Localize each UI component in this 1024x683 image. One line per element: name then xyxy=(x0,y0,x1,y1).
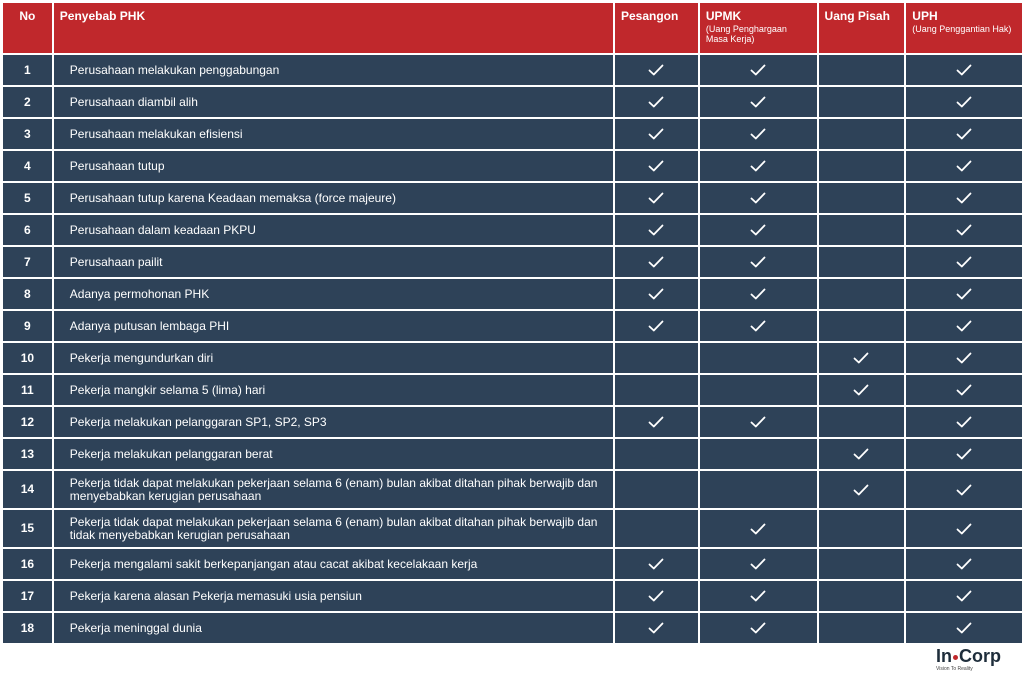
row-number: 10 xyxy=(3,343,52,373)
check-icon xyxy=(956,64,972,76)
cell-pesangon xyxy=(615,549,698,579)
table-row xyxy=(3,55,1022,85)
check-icon xyxy=(648,96,664,108)
row-cause: Adanya permohonan PHK xyxy=(54,279,613,309)
cell-uph xyxy=(906,439,1022,469)
cell-pesangon xyxy=(615,407,698,437)
cell-upmk xyxy=(700,279,817,309)
check-icon xyxy=(956,96,972,108)
cell-upmk xyxy=(700,471,817,508)
check-icon xyxy=(956,192,972,204)
row-number: 12 xyxy=(3,407,52,437)
cell-uang-pisah xyxy=(819,183,905,213)
check-icon xyxy=(853,384,869,396)
row-number: 4 xyxy=(3,151,52,181)
cell-uang-pisah xyxy=(819,549,905,579)
row-cause: Perusahaan melakukan penggabungan xyxy=(54,55,613,85)
check-icon xyxy=(956,523,972,535)
row-number: 14 xyxy=(3,471,52,508)
check-icon xyxy=(750,64,766,76)
cell-uph xyxy=(906,581,1022,611)
check-icon xyxy=(750,224,766,236)
cell-uph xyxy=(906,375,1022,405)
row-cause: Pekerja mengalami sakit berkepanjangan atau cacat akibat kecelakaan kerja xyxy=(54,549,613,579)
check-icon xyxy=(956,590,972,602)
cell-pesangon xyxy=(615,87,698,117)
header-pesangon: Pesangon xyxy=(615,3,698,53)
table-row xyxy=(3,613,1022,643)
logo-text-right: Corp xyxy=(959,646,1001,666)
cell-upmk xyxy=(700,613,817,643)
cell-upmk xyxy=(700,55,817,85)
row-number: 11 xyxy=(3,375,52,405)
row-cause: Pekerja melakukan pelanggaran berat xyxy=(54,439,613,469)
cell-pesangon xyxy=(615,375,698,405)
check-icon xyxy=(956,352,972,364)
header-uph xyxy=(906,3,1022,53)
check-icon xyxy=(750,622,766,634)
row-cause: Perusahaan tutup karena Keadaan memaksa (force majeure) xyxy=(54,183,613,213)
check-icon xyxy=(956,448,972,460)
row-number: 3 xyxy=(3,119,52,149)
cell-upmk xyxy=(700,183,817,213)
cell-upmk xyxy=(700,87,817,117)
header-upmk xyxy=(700,3,817,53)
check-icon xyxy=(648,558,664,570)
cell-uph xyxy=(906,87,1022,117)
cell-pesangon xyxy=(615,119,698,149)
cell-uang-pisah xyxy=(819,55,905,85)
cell-uph xyxy=(906,183,1022,213)
check-icon xyxy=(750,128,766,140)
check-icon xyxy=(648,288,664,300)
cell-uang-pisah xyxy=(819,471,905,508)
cell-uang-pisah xyxy=(819,375,905,405)
check-icon xyxy=(750,96,766,108)
row-number: 13 xyxy=(3,439,52,469)
row-cause: Pekerja mengundurkan diri xyxy=(54,343,613,373)
check-icon xyxy=(750,288,766,300)
table-row xyxy=(3,549,1022,579)
check-icon xyxy=(648,416,664,428)
table-row xyxy=(3,279,1022,309)
row-cause: Pekerja tidak dapat melakukan pekerjaan selama 6 (enam) bulan akibat ditahan pihak berwajib dan menyebabkan kerugian perusahaan xyxy=(54,471,613,508)
check-icon xyxy=(750,192,766,204)
logo-dot-icon xyxy=(953,655,958,660)
row-number: 17 xyxy=(3,581,52,611)
header-no: No xyxy=(3,3,52,53)
cell-upmk xyxy=(700,581,817,611)
cell-upmk xyxy=(700,311,817,341)
table-row xyxy=(3,87,1022,117)
cell-uang-pisah xyxy=(819,613,905,643)
cell-pesangon xyxy=(615,613,698,643)
cell-uph xyxy=(906,215,1022,245)
header-cause: Penyebab PHK xyxy=(54,3,613,53)
check-icon xyxy=(648,192,664,204)
logo-tagline: Vision To Reality xyxy=(936,666,973,672)
row-number: 5 xyxy=(3,183,52,213)
check-icon xyxy=(956,160,972,172)
table-row xyxy=(3,183,1022,213)
row-cause: Pekerja tidak dapat melakukan pekerjaan selama 6 (enam) bulan akibat ditahan pihak berwajib dan tidak menyebabkan kerugian perusahaan xyxy=(54,510,613,547)
row-cause: Pekerja mangkir selama 5 (lima) hari xyxy=(54,375,613,405)
check-icon xyxy=(648,320,664,332)
cell-pesangon xyxy=(615,439,698,469)
table-row xyxy=(3,119,1022,149)
row-cause: Perusahaan dalam keadaan PKPU xyxy=(54,215,613,245)
header-uph-title: UPH xyxy=(912,9,938,23)
table-row xyxy=(3,471,1022,508)
cell-pesangon xyxy=(615,471,698,508)
check-icon xyxy=(648,64,664,76)
table-row xyxy=(3,151,1022,181)
cell-upmk xyxy=(700,375,817,405)
row-cause: Perusahaan tutup xyxy=(54,151,613,181)
table-row xyxy=(3,407,1022,437)
cell-uph xyxy=(906,471,1022,508)
cell-upmk xyxy=(700,215,817,245)
row-number: 15 xyxy=(3,510,52,547)
header-upmk-subtitle: (Uang Penghargaan Masa Kerja) xyxy=(705,24,787,44)
check-icon xyxy=(956,622,972,634)
cell-uph xyxy=(906,279,1022,309)
row-number: 18 xyxy=(3,613,52,643)
check-icon xyxy=(853,484,869,496)
row-cause: Adanya putusan lembaga PHI xyxy=(54,311,613,341)
table-body xyxy=(3,55,1022,643)
check-icon xyxy=(853,352,869,364)
check-icon xyxy=(648,128,664,140)
cell-uph xyxy=(906,549,1022,579)
row-number: 8 xyxy=(3,279,52,309)
cell-uph xyxy=(906,343,1022,373)
cell-upmk xyxy=(700,119,817,149)
cell-pesangon xyxy=(615,279,698,309)
cell-uph xyxy=(906,151,1022,181)
header-uang-pisah: Uang Pisah xyxy=(819,3,905,53)
cell-pesangon xyxy=(615,581,698,611)
check-icon xyxy=(648,590,664,602)
table-row xyxy=(3,375,1022,405)
check-icon xyxy=(750,320,766,332)
cell-uang-pisah xyxy=(819,215,905,245)
check-icon xyxy=(956,224,972,236)
check-icon xyxy=(750,558,766,570)
cell-uang-pisah xyxy=(819,87,905,117)
check-icon xyxy=(648,256,664,268)
row-cause: Pekerja meninggal dunia xyxy=(54,613,613,643)
header-row xyxy=(3,3,1022,53)
cell-upmk xyxy=(700,549,817,579)
logo-text-left: In xyxy=(936,646,952,666)
cell-upmk xyxy=(700,439,817,469)
check-icon xyxy=(956,320,972,332)
table-row xyxy=(3,215,1022,245)
cell-upmk xyxy=(700,510,817,547)
row-number: 9 xyxy=(3,311,52,341)
cell-pesangon xyxy=(615,183,698,213)
cell-uang-pisah xyxy=(819,343,905,373)
header-upmk-title: UPMK xyxy=(705,9,742,23)
check-icon xyxy=(750,416,766,428)
cell-uang-pisah xyxy=(819,439,905,469)
cell-upmk xyxy=(700,151,817,181)
cell-pesangon xyxy=(615,55,698,85)
cell-uang-pisah xyxy=(819,407,905,437)
cell-uang-pisah xyxy=(819,581,905,611)
cell-upmk xyxy=(700,343,817,373)
table-row xyxy=(3,247,1022,277)
cell-uph xyxy=(906,407,1022,437)
cell-uph xyxy=(906,55,1022,85)
row-cause: Perusahaan pailit xyxy=(54,247,613,277)
row-number: 1 xyxy=(3,55,52,85)
check-icon xyxy=(853,448,869,460)
row-number: 16 xyxy=(3,549,52,579)
cell-pesangon xyxy=(615,151,698,181)
cell-pesangon xyxy=(615,215,698,245)
check-icon xyxy=(956,484,972,496)
check-icon xyxy=(750,160,766,172)
cell-uph xyxy=(906,119,1022,149)
cell-pesangon xyxy=(615,311,698,341)
cell-uang-pisah xyxy=(819,119,905,149)
table-row xyxy=(3,439,1022,469)
cell-upmk xyxy=(700,407,817,437)
check-icon xyxy=(956,558,972,570)
row-number: 2 xyxy=(3,87,52,117)
phk-table xyxy=(1,1,1024,645)
header-uph-subtitle: (Uang Penggantian Hak) xyxy=(912,24,1012,34)
check-icon xyxy=(750,590,766,602)
cell-uph xyxy=(906,613,1022,643)
cell-uang-pisah xyxy=(819,247,905,277)
check-icon xyxy=(956,416,972,428)
cell-pesangon xyxy=(615,247,698,277)
logo-wordmark xyxy=(936,647,1016,665)
row-cause: Perusahaan melakukan efisiensi xyxy=(54,119,613,149)
check-icon xyxy=(750,523,766,535)
table-row xyxy=(3,510,1022,547)
cell-uph xyxy=(906,247,1022,277)
check-icon xyxy=(750,256,766,268)
cell-pesangon xyxy=(615,343,698,373)
table-row xyxy=(3,311,1022,341)
cell-uang-pisah xyxy=(819,311,905,341)
row-cause: Pekerja karena alasan Pekerja memasuki usia pensiun xyxy=(54,581,613,611)
cell-uph xyxy=(906,510,1022,547)
incorp-logo xyxy=(936,647,1016,679)
table-row xyxy=(3,581,1022,611)
cell-uang-pisah xyxy=(819,151,905,181)
row-number: 7 xyxy=(3,247,52,277)
check-icon xyxy=(648,160,664,172)
check-icon xyxy=(648,622,664,634)
row-cause: Perusahaan diambil alih xyxy=(54,87,613,117)
row-number: 6 xyxy=(3,215,52,245)
check-icon xyxy=(956,384,972,396)
row-cause: Pekerja melakukan pelanggaran SP1, SP2, SP3 xyxy=(54,407,613,437)
cell-pesangon xyxy=(615,510,698,547)
check-icon xyxy=(956,128,972,140)
cell-uang-pisah xyxy=(819,510,905,547)
cell-uang-pisah xyxy=(819,279,905,309)
cell-upmk xyxy=(700,247,817,277)
check-icon xyxy=(956,288,972,300)
check-icon xyxy=(956,256,972,268)
table-row xyxy=(3,343,1022,373)
cell-uph xyxy=(906,311,1022,341)
check-icon xyxy=(648,224,664,236)
